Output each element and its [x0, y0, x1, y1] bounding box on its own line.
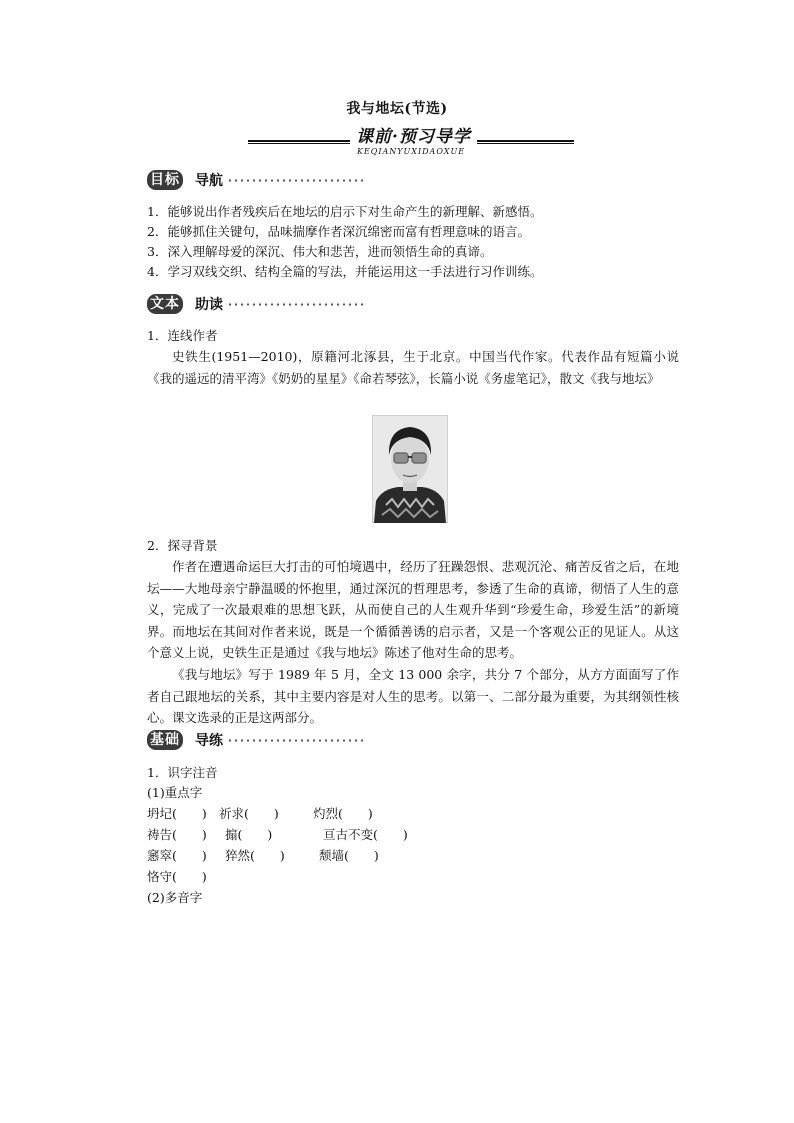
- author-photo: [372, 415, 448, 523]
- char-item: 坍圮( ): [147, 806, 207, 821]
- char-item: 窸窣( ): [147, 848, 207, 863]
- section-badge: 文本: [147, 294, 183, 314]
- char-item: 祷告( ): [147, 827, 207, 842]
- char-item: 灼烈( ): [313, 806, 373, 821]
- section-heading-text: 助读: [195, 297, 223, 313]
- page-title: 我与地坛(节选): [346, 101, 448, 117]
- banner-pinyin: KEQIANYUXIDAOXUE: [356, 147, 466, 156]
- section-heading-goals: [147, 170, 367, 192]
- dotted-leader: [227, 179, 367, 182]
- subheading: 2．探寻背景: [147, 538, 218, 553]
- char-item: 颓墙( ): [319, 848, 379, 863]
- section-heading-text: 导练: [195, 733, 223, 749]
- dotted-leader: [227, 303, 367, 306]
- char-item: 搧( ): [225, 827, 273, 842]
- section-heading-practice: [147, 730, 367, 752]
- char-item: 亘古不变( ): [323, 827, 408, 842]
- background-paragraph: 《我与地坛》写于 1989 年 5 月，全文 13 000 余字，共分 7 个部分，从方方面面写了作者自己跟地坛的关系，其中主要内容是对人生的思考。以第一、二部分最为重要，为其纲领性核心。课文选录的正是这两部分。: [147, 667, 679, 725]
- goal-item: 2．能够抓住关键句，品味揣摩作者深沉绵密而富有哲理意味的语言。: [147, 224, 530, 239]
- section-badge: 基础: [147, 730, 183, 750]
- section-heading-text: 导航: [195, 173, 223, 189]
- subheading: (2)多音字: [147, 890, 203, 905]
- section-banner: [248, 122, 574, 160]
- section-badge: 目标: [147, 170, 183, 190]
- banner-text: 课前·预习导学: [350, 122, 477, 147]
- char-item: 猝然( ): [225, 848, 285, 863]
- subheading: (1)重点字: [147, 785, 203, 800]
- subheading: 1．连线作者: [147, 328, 218, 343]
- goal-item: 4．学习双线交织、结构全篇的写法，并能运用这一手法进行习作训练。: [147, 264, 543, 279]
- subheading: 1．识字注音: [147, 765, 218, 780]
- goal-item: 1．能够说出作者残疾后在地坛的启示下对生命产生的新理解、新感悟。: [147, 204, 543, 219]
- goal-item: 3．深入理解母爱的深沉、伟大和悲苦，进而领悟生命的真谛。: [147, 244, 493, 259]
- dotted-leader: [227, 739, 367, 742]
- background-paragraph: 作者在遭遇命运巨大打击的可怕境遇中，经历了狂躁怨恨、悲观沉沦、痛苦反省之后，在地坛——大地母亲宁静温暖的怀抱里，通过深沉的哲理思考，参透了生命的真谛，彻悟了人生的意义，完成了一次最艰难的思想飞跃，从而使自己的人生观升华到“珍爱生命，珍爱生活”的新境界。而地坛在其间对作者来说，既是一个循循善诱的启示者，又是一个客观公正的见证人。从这个意义上说，史铁生正是通过《我与地坛》陈述了他对生命的思考。: [147, 559, 679, 660]
- char-item: 恪守( ): [147, 869, 207, 884]
- char-item: 祈求( ): [219, 806, 279, 821]
- author-paragraph: 史铁生(1951—2010)，原籍河北涿县，生于北京。中国当代作家。代表作品有短篇小说《我的遥远的清平湾》《奶奶的星星》《命若琴弦》，长篇小说《务虚笔记》，散文《我与地坛》: [147, 349, 679, 386]
- section-heading-reading: [147, 294, 367, 316]
